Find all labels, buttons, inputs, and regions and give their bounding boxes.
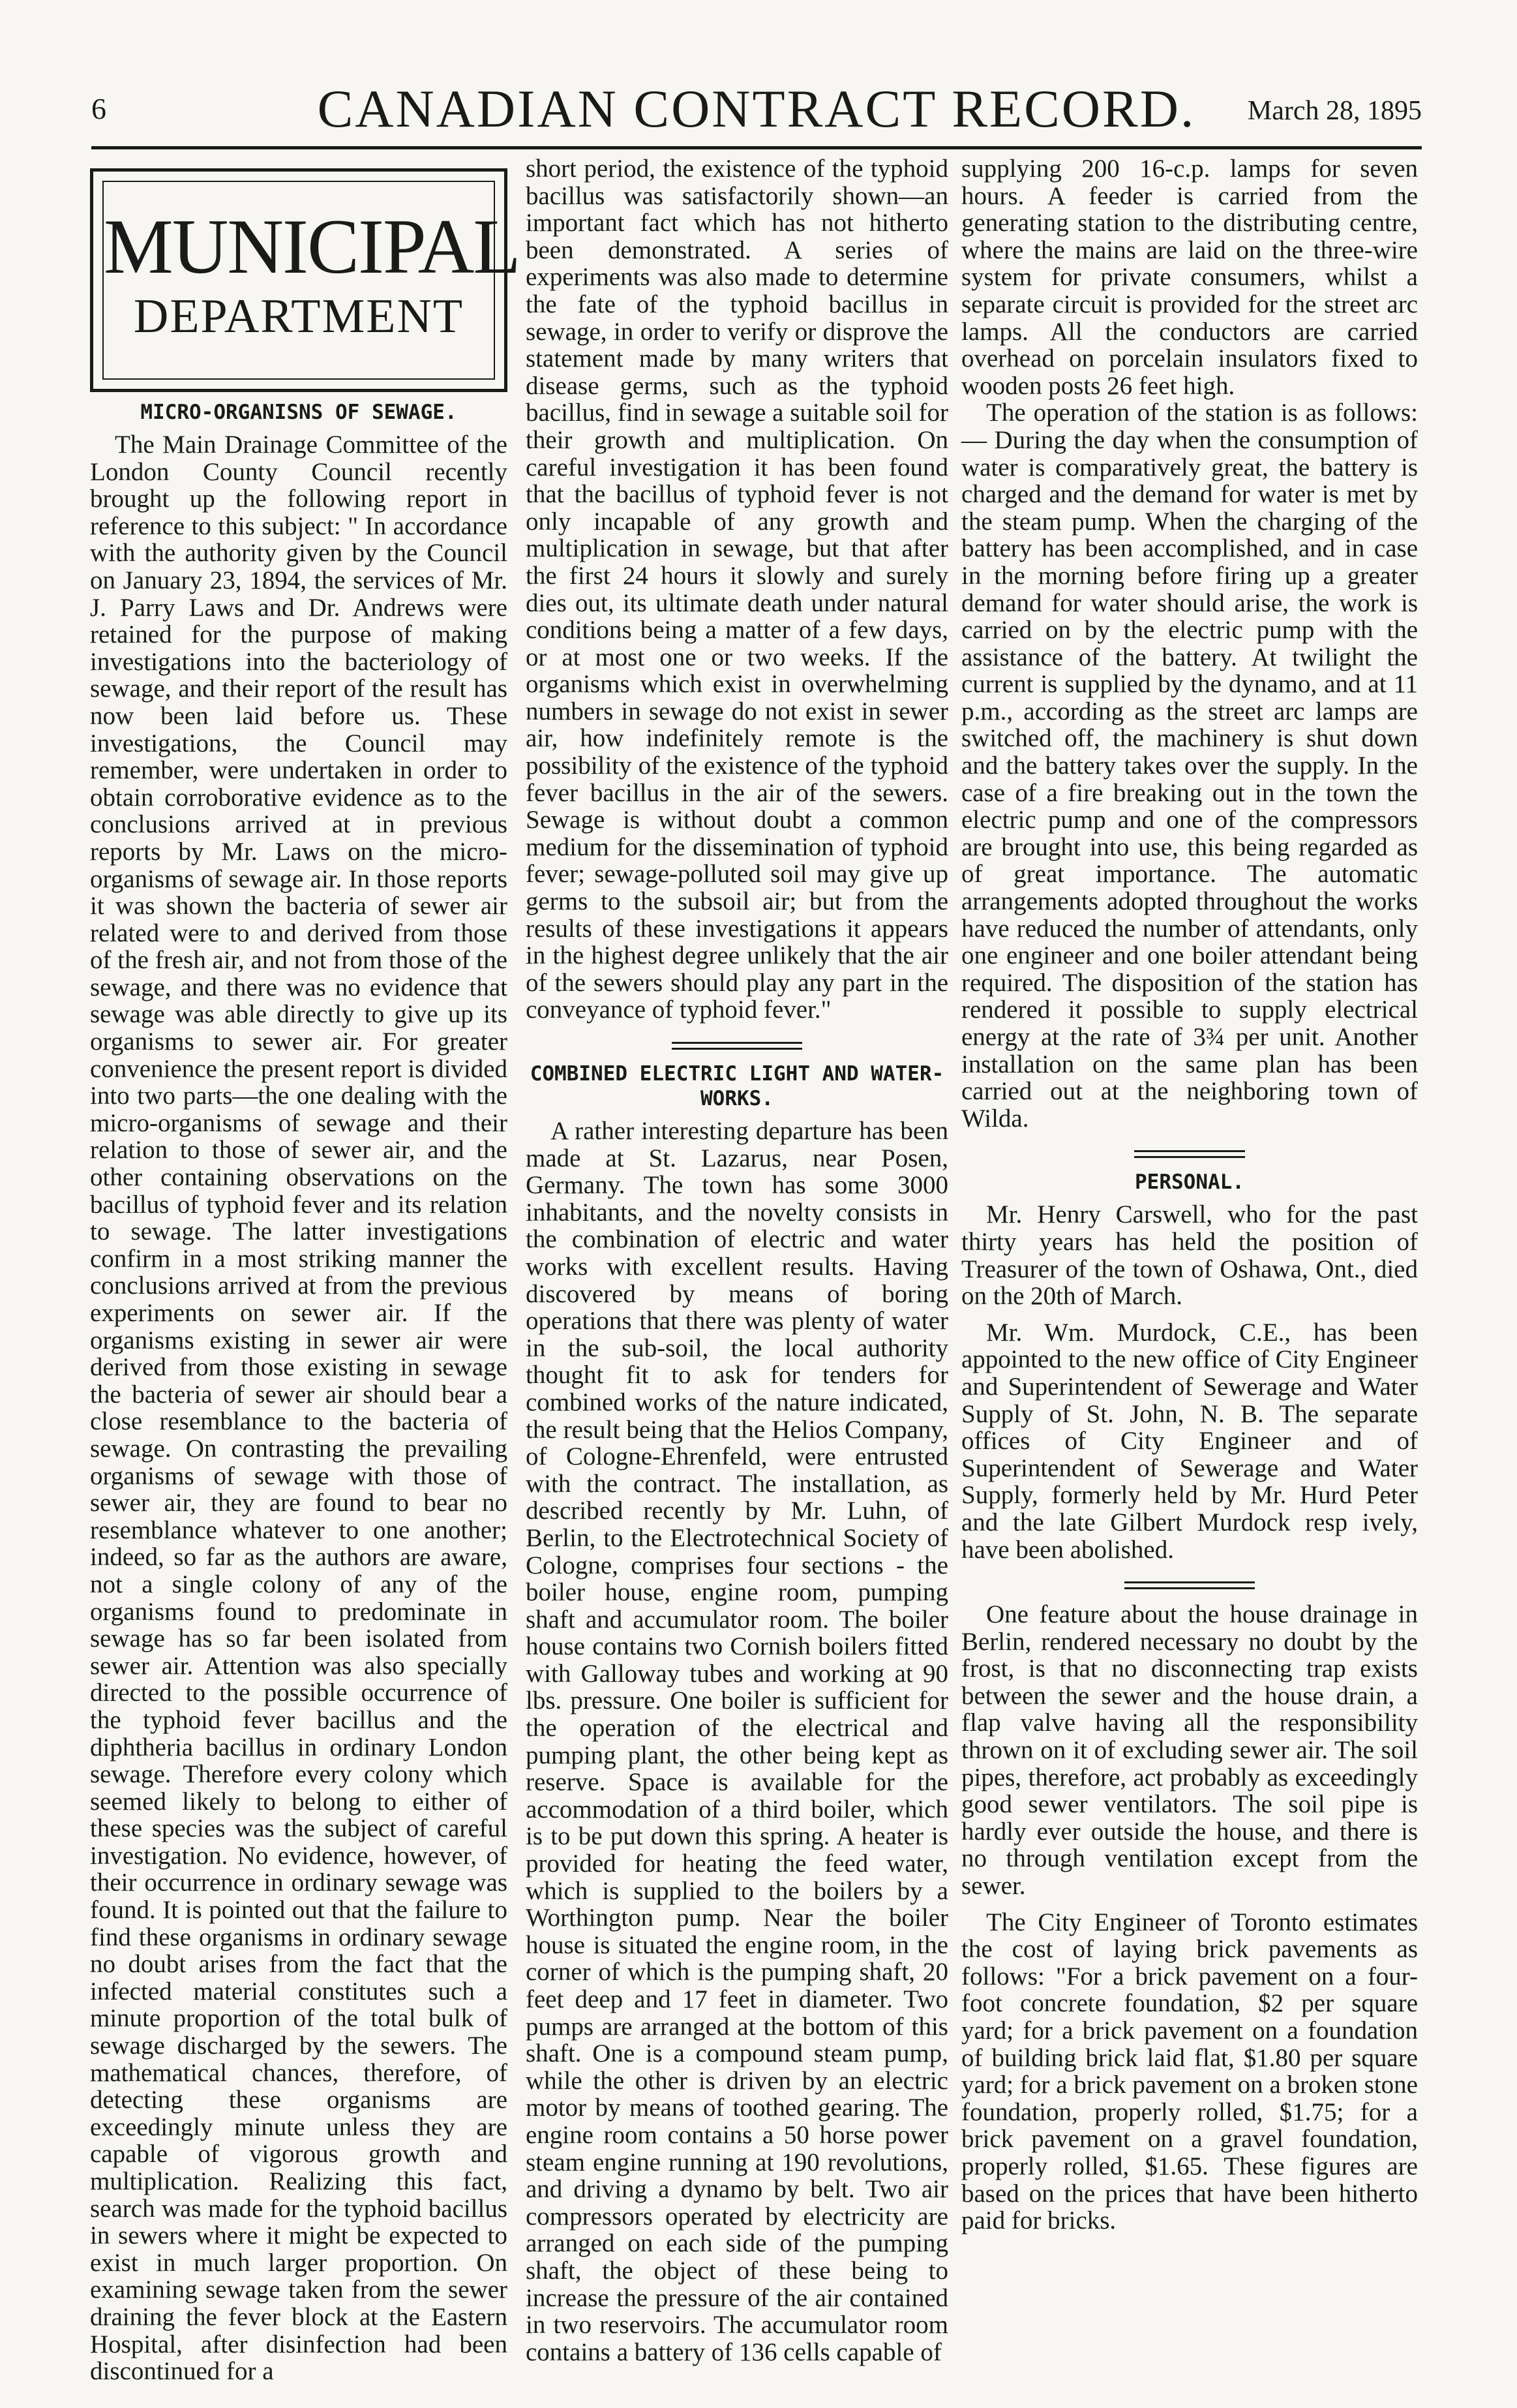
personal-paragraph-2: Mr. Wm. Murdock, C.E., has been appointed to the new office of City Engineer and Superintendent of Sewerage and Water Supply of St. John, N. B. The separate offices of City Engineer and of Superintendent of Sewerage and Water Supply, formerly held by Mr. Hurd Peter and the late Gilbert Murdock resp ively, have been abolished. — [961, 1318, 1418, 1564]
section-divider — [672, 1042, 802, 1050]
section-divider — [1124, 1581, 1255, 1589]
publication-title: CANADIAN CONTRACT RECORD. — [317, 79, 1196, 138]
micro-organisms-paragraph-2: short period, the existence of the typhoid bacillus was satisfactorily shown—an important fact which has not hitherto been demonstrated. A series of experiments was also made to determine the fate of the typhoid bacillus in sewage, in order to verify or disprove the statement made by many writers that disease germs, such as the typhoid bacillus, find in sewage a suitable soil for their growth and multiplication. On careful investigation it has been found that the bacillus of typhoid fever is not only incapable of any growth and multiplication in sewage, but that after the first 24 hours it slowly and surely dies out, its ultimate death under natural conditions being a matter of a few days, or at most one or two weeks. If the organisms which exist in overwhelming numbers in sewage do not exist in sewer air, how indefinitely remote is the possibility of the existence of the typhoid fever bacillus in the air of the sewers. Sewage is without doubt a common medium for the dissemination of typhoid fever; sewage-polluted soil may give up germs to the subsoil air; but from the results of these investigations it appears in the highest degree unlikely that the air of the sewers should play any part in the conveyance of typhoid fever." — [526, 155, 948, 1024]
drainage-paragraph: One feature about the house drainage in Berlin, rendered necessary no doubt by the frost, is that no disconnecting trap exists between the sewer and the house drain, a flap valve having all the responsibility thrown on it of excluding sewer air. The soil pipes, therefore, act probably as exceedingly good sewer ventilators. The soil pipe is hardly ever outside the house, and there is no through ventilation except from the sewer. — [961, 1600, 1418, 1900]
brick-pavement-paragraph: The City Engineer of Toronto estimates the cost of laying brick pavements as follows: "For a brick pavement on a four-foot concrete foundation, $2 per square yard; for a brick pavement on a foundation of building brick laid flat, $1.80 per square yard; for a brick pavement on a broken stone foundation, properly rolled, $1.75; for a brick pavement on a gravel foundation, properly rolled, $1.65. These figures are based on the prices that have been hitherto paid for bricks. — [961, 1908, 1418, 2235]
section-divider — [1134, 1150, 1245, 1158]
column-3 — [961, 155, 1418, 2234]
header-rule — [91, 146, 1422, 149]
micro-organisms-paragraph-1: The Main Drainage Committee of the London County Council recently brought up the following report in reference to this subject: " In accordance with the authority given by the Council on January 23, 1894, the services of Mr. J. Parry Laws and Dr. Andrews were retained for the purpose of making investigations into the bacteriology of sewage, and their report of the result has now been laid before us. These investigations, the Council may remember, were undertaken in order to obtain corroborative evidence as to the conclusions arrived at in previous reports by Mr. Laws on the micro-organisms of sewage air. In those reports it was shown the bacteria of sewer air related were to and derived from those of the fresh air, and not from those of the sewage, and there was no evidence that sewage was able directly to give up its organisms to sewer air. For greater convenience the present report is divided into two parts—the one dealing with the micro-organisms of sewage and their relation to those of sewer air, and the other containing observations on the bacillus of typhoid fever and its relation to sewage. The latter investigations confirm in a most striking manner the conclusions arrived at from the previous experiments on sewer air. If the organisms existing in sewer air were derived from those existing in sewage the bacteria of sewer air should bear a close resemblance to the bacteria of sewage. On contrasting the prevailing organisms of sewage with those of sewer air, they are found to bear no resemblance whatever to one another; indeed, so far as the authors are aware, not a single colony of any of the organisms found to predominate in sewage has so far been isolated from sewer air. Attention was also specially directed to the possible occurrence of the typhoid fever bacillus and the diphtheria bacillus in ordinary London sewage. Therefore every colony which seemed likely to belong to either of these species was the subject of careful investigation. No evidence, however, of their occurrence in ordinary sewage was found. It is pointed out that the failure to find these organisms in ordinary sewage no doubt arises from the fact that the infected material constitutes such a minute proportion of the total bulk of sewage discharged by the sewers. The mathematical chances, therefore, of detecting these organisms are exceedingly minute unless they are capable of vigorous growth and multiplication. Realizing this fact, search was made for the typhoid bacillus in sewers where it might be expected to exist in much larger proportion. On examining sewage taken from the sewer draining the fever block at the Eastern Hospital, after disinfection had been discontinued for a — [90, 431, 508, 2386]
department-box-inner — [102, 181, 520, 380]
personal-paragraph-1: Mr. Henry Carswell, who for the past thirty years has held the position of Treasurer of the town of Oshawa, Ont., died on the 20th of March. — [961, 1200, 1418, 1311]
electric-light-heading: COMBINED ELECTRIC LIGHT AND WATER-WORKS. — [530, 1062, 944, 1110]
issue-date: March 28, 1895 — [1247, 96, 1422, 126]
page-header — [91, 72, 1422, 144]
micro-organisms-heading: MICRO-ORGANISNS OF SEWAGE. — [140, 401, 457, 424]
electric-light-paragraph-1: A rather interesting departure has been made at St. Lazarus, near Posen, Germany. The town has some 3000 inhabitants, and the novelty consists in the combination of electric and water works with excellent results. Having discovered by means of boring operations that there was plenty of water in the sub-soil, the local authority thought fit to ask for tenders for combined works of the nature indicated, the result being that the Helios Company, of Cologne-Ehrenfeld, were entrusted with the contract. The installation, as described recently by Mr. Luhn, of Berlin, to the Electrotechnical Society of Cologne, comprises four sections - the boiler house, engine room, pumping shaft and accumulator room. The boiler house contains two Cornish boilers fitted with Galloway tubes and working at 90 lbs. pressure. One boiler is sufficient for the operation of the electrical and pumping plant, the other being kept as reserve. Space is available for the accommodation of a third boiler, which is to be put down this spring. A heater is provided for heating the feed water, which is supplied to the boilers by a Worthington pump. Near the boiler house is situated the engine room, in the corner of which is the pumping shaft, 20 feet deep and 17 feet in diameter. Two pumps are arranged at the bottom of this shaft. One is a compound steam pump, while the other is driven by an electric motor by means of toothed gearing. The engine room contains a 50 horse power steam engine running at 190 revolutions, and driving a dynamo by belt. Two air compressors operated by electricity are arranged on each side of the pumping shaft, the object of these being to increase the pressure of the air contained in two reservoirs. The accumulator room contains a battery of 136 cells capable of — [526, 1117, 948, 2366]
electric-light-paragraph-2: supplying 200 16-c.p. lamps for seven hours. A feeder is carried from the generating station to the distributing centre, where the mains are laid on the three-wire system for private consumers, whilst a separate circuit is provided for the street arc lamps. All the conductors are carried overhead on porcelain insulators fixed to wooden posts 26 feet high. — [961, 155, 1418, 400]
department-box — [90, 168, 520, 392]
electric-light-paragraph-3: The operation of the station is as follows:— During the day when the consumption of water is comparatively great, the battery is charged and the demand for water is met by the steam pump. When the charging of the battery has been accomplished, and in case in the morning before firing up a greater demand for water should arise, the work is carried on by the electric pump with the assistance of the battery. At twilight the current is supplied by the dynamo, and at 11 p.m., according as the street arc lamps are switched off, the machinery is shut down and the battery takes over the supply. In the case of a fire breaking out in the town the electric pump and one of the compressors are brought into use, this being regarded as of great importance. The automatic arrangements adopted throughout the works have reduced the number of attendants, only one engineer and one boiler attendant being required. The disposition of the station has rendered it possible to supply electrical energy at the rate of 3¾ per unit. Another installation on the same plan has been carried out at the neighboring town of Wilda. — [961, 399, 1418, 1133]
personal-heading: PERSONAL. — [1135, 1170, 1244, 1195]
department-title-line1: MUNICIPAL — [104, 203, 520, 290]
page-number: 6 — [91, 92, 106, 125]
column-1 — [90, 155, 520, 2386]
column-2 — [526, 155, 948, 2366]
department-title-line2: DEPARTMENT — [133, 290, 464, 343]
